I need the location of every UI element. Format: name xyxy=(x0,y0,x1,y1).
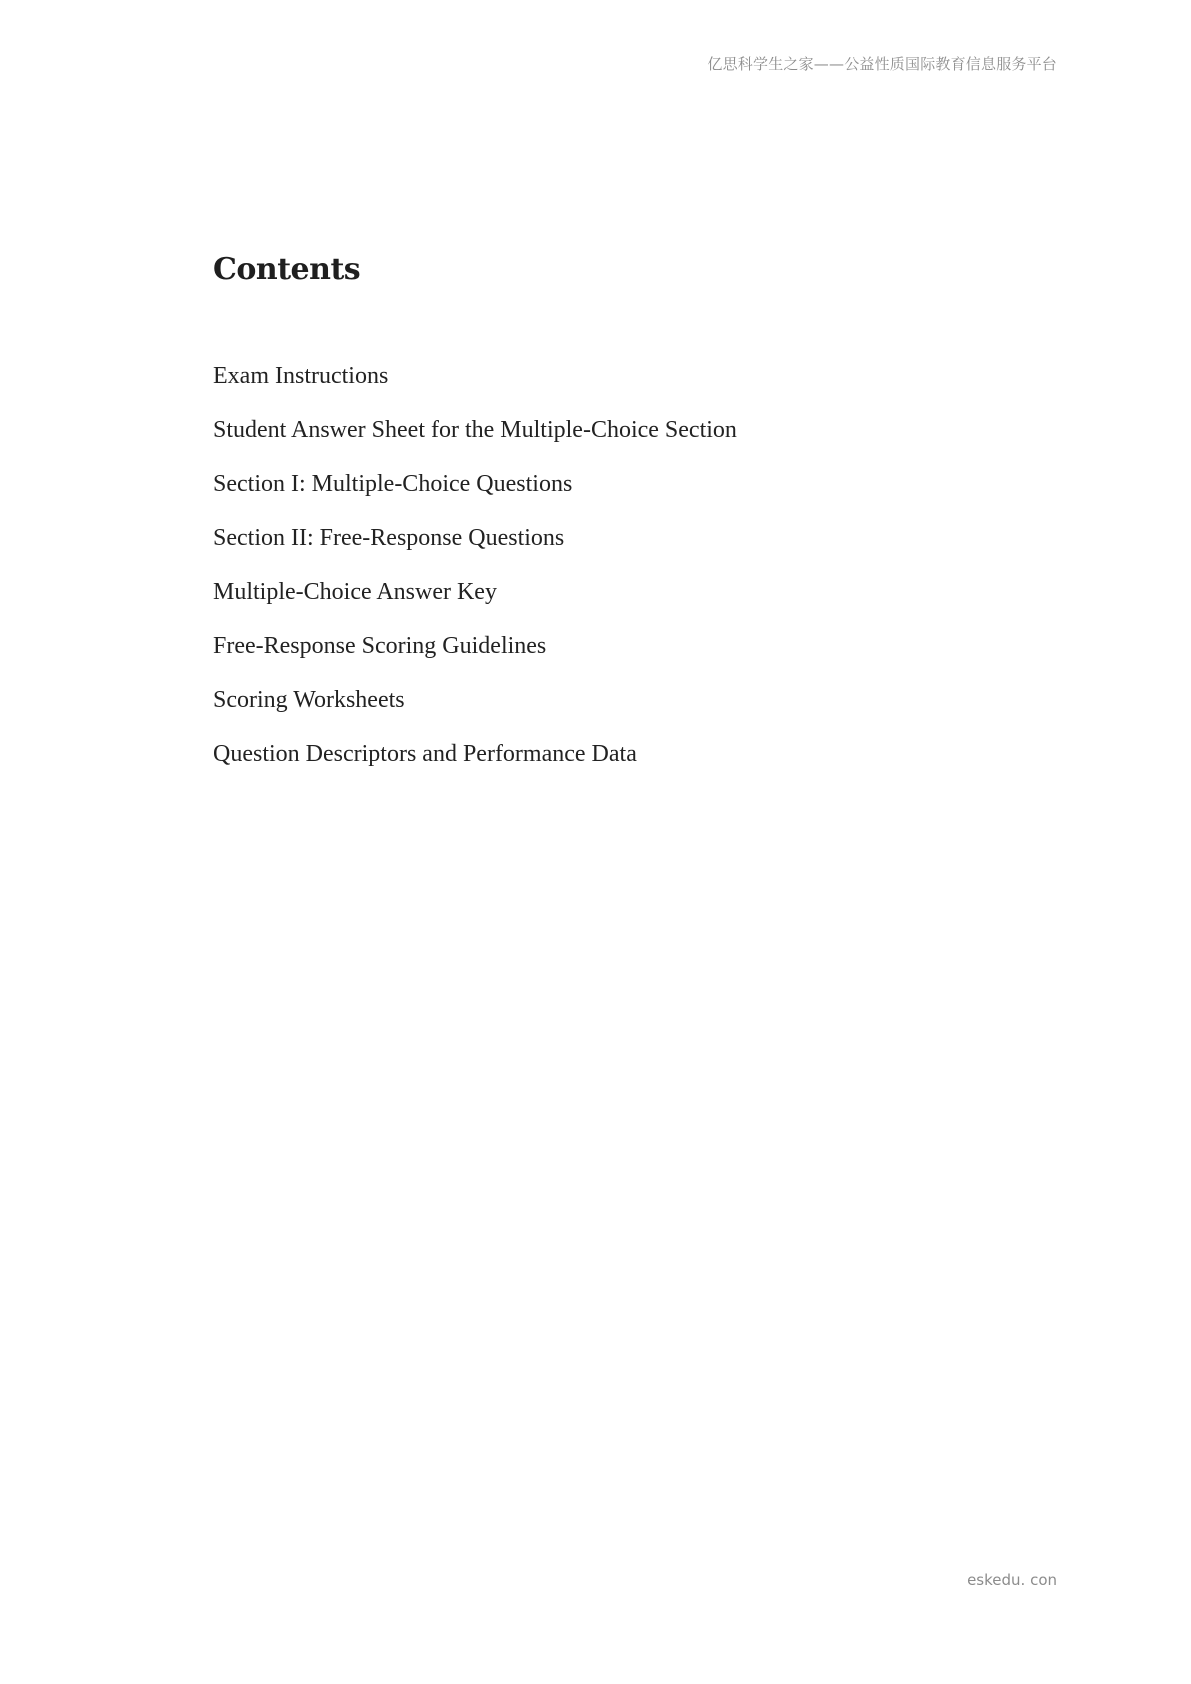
toc-item-student-answer-sheet: Student Answer Sheet for the Multiple-Choice Section xyxy=(213,417,737,443)
toc-item-section-2: Section II: Free-Response Questions xyxy=(213,525,565,551)
toc-item-section-1: Section I: Multiple-Choice Questions xyxy=(213,471,573,497)
contents-title: Contents xyxy=(213,252,361,287)
header-watermark: 亿思科学生之家——公益性质国际教育信息服务平台 xyxy=(707,55,1057,73)
toc-item-scoring-worksheets: Scoring Worksheets xyxy=(213,687,405,713)
toc-item-answer-key: Multiple-Choice Answer Key xyxy=(213,579,497,605)
table-of-contents xyxy=(213,357,737,789)
toc-item-exam-instructions: Exam Instructions xyxy=(213,363,389,389)
footer-url: eskedu. con xyxy=(967,1571,1057,1589)
toc-item-question-descriptors: Question Descriptors and Performance Data xyxy=(213,741,637,767)
toc-item-scoring-guidelines: Free-Response Scoring Guidelines xyxy=(213,633,547,659)
